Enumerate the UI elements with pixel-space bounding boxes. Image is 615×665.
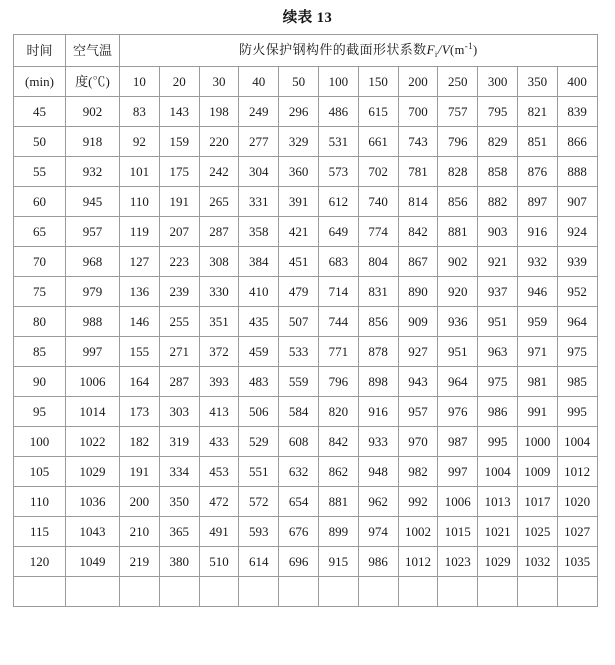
cell-value: 210: [120, 517, 160, 547]
cell-value: 365: [159, 517, 199, 547]
header-row-2: [14, 67, 598, 97]
cell-value: 1017: [517, 487, 557, 517]
cell-value: 997: [438, 457, 478, 487]
cell-value: 828: [438, 157, 478, 187]
header-subcol-0: 10: [120, 67, 160, 97]
cell-value: 829: [478, 127, 518, 157]
table-row: [14, 97, 598, 127]
cell-value: 700: [398, 97, 438, 127]
cell-temp: 979: [66, 277, 120, 307]
cell-value: 110: [120, 187, 160, 217]
cell-value: 937: [478, 277, 518, 307]
header-time-label: 时间: [14, 35, 66, 67]
cell-value: 479: [279, 277, 319, 307]
cell-time: 105: [14, 457, 66, 487]
cell-time: [14, 577, 66, 607]
cell-value: [239, 577, 279, 607]
cell-temp: 1014: [66, 397, 120, 427]
cell-value: 916: [517, 217, 557, 247]
cell-value: 155: [120, 337, 160, 367]
cell-value: 933: [358, 427, 398, 457]
table-row: [14, 397, 598, 427]
cell-value: 842: [318, 427, 358, 457]
cell-temp: 1049: [66, 547, 120, 577]
cell-value: 676: [279, 517, 319, 547]
cell-value: 255: [159, 307, 199, 337]
cell-time: 100: [14, 427, 66, 457]
header-section-factor-title: [120, 35, 598, 67]
cell-value: [318, 577, 358, 607]
cell-temp: 918: [66, 127, 120, 157]
cell-temp: 968: [66, 247, 120, 277]
cell-value: 987: [438, 427, 478, 457]
cell-value: [557, 577, 597, 607]
cell-value: 559: [279, 367, 319, 397]
cell-value: 951: [478, 307, 518, 337]
cell-value: 897: [517, 187, 557, 217]
cell-value: 654: [279, 487, 319, 517]
cell-value: 975: [478, 367, 518, 397]
cell-value: 976: [438, 397, 478, 427]
cell-value: 451: [279, 247, 319, 277]
cell-value: 957: [398, 397, 438, 427]
header-subcol-5: 100: [318, 67, 358, 97]
cell-value: 207: [159, 217, 199, 247]
cell-value: 360: [279, 157, 319, 187]
cell-value: 1020: [557, 487, 597, 517]
cell-time: 50: [14, 127, 66, 157]
cell-value: 831: [358, 277, 398, 307]
cell-value: 781: [398, 157, 438, 187]
cell-value: 507: [279, 307, 319, 337]
cell-temp: 945: [66, 187, 120, 217]
cell-value: [517, 577, 557, 607]
header-subcol-3: 40: [239, 67, 279, 97]
cell-value: 943: [398, 367, 438, 397]
cell-time: 80: [14, 307, 66, 337]
cell-value: 920: [438, 277, 478, 307]
cell-value: 486: [318, 97, 358, 127]
cell-value: 491: [199, 517, 239, 547]
table-row: [14, 187, 598, 217]
cell-value: 350: [159, 487, 199, 517]
cell-value: 903: [478, 217, 518, 247]
header-unit-open: (m: [450, 43, 465, 57]
table-caption: 续表 13: [282, 10, 333, 26]
header-symbol-f: F: [426, 42, 435, 57]
cell-temp: 957: [66, 217, 120, 247]
cell-value: 992: [398, 487, 438, 517]
cell-value: 483: [239, 367, 279, 397]
cell-time: 110: [14, 487, 66, 517]
cell-value: 271: [159, 337, 199, 367]
cell-value: 962: [358, 487, 398, 517]
header-temp-label: 空气温: [66, 35, 120, 67]
cell-value: 985: [557, 367, 597, 397]
cell-value: 1000: [517, 427, 557, 457]
cell-value: 995: [478, 427, 518, 457]
cell-value: 83: [120, 97, 160, 127]
cell-value: 936: [438, 307, 478, 337]
cell-value: 393: [199, 367, 239, 397]
cell-value: 959: [517, 307, 557, 337]
cell-time: 115: [14, 517, 66, 547]
header-subcol-7: 200: [398, 67, 438, 97]
cell-value: 932: [517, 247, 557, 277]
cell-value: 814: [398, 187, 438, 217]
cell-value: 743: [398, 127, 438, 157]
cell-value: 182: [120, 427, 160, 457]
cell-time: 45: [14, 97, 66, 127]
header-row-1: [14, 35, 598, 67]
table-row: [14, 517, 598, 547]
cell-value: 820: [318, 397, 358, 427]
cell-value: 995: [557, 397, 597, 427]
cell-value: 146: [120, 307, 160, 337]
header-subcol-10: 350: [517, 67, 557, 97]
cell-value: 970: [398, 427, 438, 457]
cell-value: 888: [557, 157, 597, 187]
header-unit-close: ): [473, 43, 478, 57]
cell-value: 898: [358, 367, 398, 397]
cell-value: 856: [358, 307, 398, 337]
cell-time: 60: [14, 187, 66, 217]
cell-value: 551: [239, 457, 279, 487]
table-row: [14, 157, 598, 187]
cell-value: 265: [199, 187, 239, 217]
cell-value: 881: [318, 487, 358, 517]
cell-value: 330: [199, 277, 239, 307]
table-row: [14, 457, 598, 487]
cell-value: 614: [239, 547, 279, 577]
cell-value: 319: [159, 427, 199, 457]
cell-value: 533: [279, 337, 319, 367]
cell-value: 593: [239, 517, 279, 547]
cell-value: 173: [120, 397, 160, 427]
cell-value: 632: [279, 457, 319, 487]
cell-temp: 1029: [66, 457, 120, 487]
cell-value: 974: [358, 517, 398, 547]
steel-section-factor-table: [13, 34, 598, 607]
cell-value: 986: [358, 547, 398, 577]
cell-value: 907: [557, 187, 597, 217]
cell-value: 329: [279, 127, 319, 157]
cell-value: 839: [557, 97, 597, 127]
cell-value: 612: [318, 187, 358, 217]
cell-value: 939: [557, 247, 597, 277]
cell-value: 991: [517, 397, 557, 427]
cell-value: 308: [199, 247, 239, 277]
cell-value: [199, 577, 239, 607]
cell-value: 303: [159, 397, 199, 427]
cell-value: 391: [279, 187, 319, 217]
cell-time: 55: [14, 157, 66, 187]
cell-value: 982: [398, 457, 438, 487]
cell-temp: [66, 577, 120, 607]
cell-value: 175: [159, 157, 199, 187]
cell-value: 304: [239, 157, 279, 187]
table-row: [14, 337, 598, 367]
cell-value: [159, 577, 199, 607]
cell-value: 649: [318, 217, 358, 247]
cell-value: 796: [318, 367, 358, 397]
cell-value: 1027: [557, 517, 597, 547]
cell-value: 890: [398, 277, 438, 307]
table-row: [14, 217, 598, 247]
table-header: [14, 35, 598, 97]
cell-time: 95: [14, 397, 66, 427]
header-section-factor-text: 防火保护钢构件的截面形状系数: [238, 42, 427, 57]
cell-value: 242: [199, 157, 239, 187]
cell-value: 1021: [478, 517, 518, 547]
cell-value: 358: [239, 217, 279, 247]
table-row: [14, 247, 598, 277]
cell-time: 70: [14, 247, 66, 277]
table-row-partial: [14, 577, 598, 607]
cell-value: 878: [358, 337, 398, 367]
cell-value: 774: [358, 217, 398, 247]
cell-value: 164: [120, 367, 160, 397]
cell-value: 249: [239, 97, 279, 127]
cell-value: 924: [557, 217, 597, 247]
cell-value: 459: [239, 337, 279, 367]
header-time-unit: (min): [14, 67, 66, 97]
cell-value: 804: [358, 247, 398, 277]
header-symbol-subscript: i: [434, 49, 438, 59]
cell-value: 796: [438, 127, 478, 157]
cell-value: 714: [318, 277, 358, 307]
cell-value: 771: [318, 337, 358, 367]
table-row: [14, 127, 598, 157]
header-subcol-8: 250: [438, 67, 478, 97]
cell-value: 946: [517, 277, 557, 307]
cell-value: 127: [120, 247, 160, 277]
cell-value: [438, 577, 478, 607]
cell-value: 510: [199, 547, 239, 577]
cell-value: 740: [358, 187, 398, 217]
cell-value: 921: [478, 247, 518, 277]
cell-value: 220: [199, 127, 239, 157]
cell-value: 981: [517, 367, 557, 397]
cell-value: 867: [398, 247, 438, 277]
cell-value: 200: [120, 487, 160, 517]
cell-value: [358, 577, 398, 607]
header-subcol-9: 300: [478, 67, 518, 97]
cell-value: 143: [159, 97, 199, 127]
cell-value: 964: [557, 307, 597, 337]
cell-value: 862: [318, 457, 358, 487]
cell-value: 964: [438, 367, 478, 397]
cell-value: 842: [398, 217, 438, 247]
cell-value: 971: [517, 337, 557, 367]
cell-value: 1009: [517, 457, 557, 487]
cell-value: 136: [120, 277, 160, 307]
cell-value: 531: [318, 127, 358, 157]
cell-value: 572: [239, 487, 279, 517]
cell-value: 296: [279, 97, 319, 127]
cell-value: 1013: [478, 487, 518, 517]
table-row: [14, 367, 598, 397]
cell-value: 584: [279, 397, 319, 427]
header-temp-unit: 度(℃): [66, 67, 120, 97]
cell-value: 899: [318, 517, 358, 547]
cell-value: 951: [438, 337, 478, 367]
cell-value: 608: [279, 427, 319, 457]
cell-value: 1012: [398, 547, 438, 577]
cell-value: [120, 577, 160, 607]
cell-value: 615: [358, 97, 398, 127]
cell-value: 191: [120, 457, 160, 487]
cell-value: 1025: [517, 517, 557, 547]
cell-value: 963: [478, 337, 518, 367]
cell-value: 277: [239, 127, 279, 157]
cell-value: 696: [279, 547, 319, 577]
cell-value: 219: [120, 547, 160, 577]
cell-value: [398, 577, 438, 607]
cell-value: 191: [159, 187, 199, 217]
cell-time: 75: [14, 277, 66, 307]
cell-value: 287: [199, 217, 239, 247]
cell-value: 1032: [517, 547, 557, 577]
cell-value: 453: [199, 457, 239, 487]
cell-value: 1004: [478, 457, 518, 487]
cell-value: 661: [358, 127, 398, 157]
header-symbol-div-v: /V: [437, 42, 451, 57]
cell-value: 1004: [557, 427, 597, 457]
cell-value: 1023: [438, 547, 478, 577]
table-row: [14, 487, 598, 517]
table-row: [14, 427, 598, 457]
cell-value: 435: [239, 307, 279, 337]
cell-value: 472: [199, 487, 239, 517]
cell-value: 239: [159, 277, 199, 307]
cell-temp: 997: [66, 337, 120, 367]
cell-value: 881: [438, 217, 478, 247]
cell-temp: 988: [66, 307, 120, 337]
cell-value: 1006: [438, 487, 478, 517]
cell-value: 902: [438, 247, 478, 277]
cell-value: 372: [199, 337, 239, 367]
cell-value: 916: [358, 397, 398, 427]
cell-time: 90: [14, 367, 66, 397]
cell-value: 702: [358, 157, 398, 187]
cell-value: 334: [159, 457, 199, 487]
cell-value: [478, 577, 518, 607]
cell-value: 744: [318, 307, 358, 337]
cell-value: 927: [398, 337, 438, 367]
cell-value: 159: [159, 127, 199, 157]
cell-value: 858: [478, 157, 518, 187]
cell-time: 65: [14, 217, 66, 247]
cell-value: 866: [557, 127, 597, 157]
cell-temp: 1036: [66, 487, 120, 517]
header-subcol-1: 20: [159, 67, 199, 97]
header-subcol-4: 50: [279, 67, 319, 97]
table-row: [14, 277, 598, 307]
table-row: [14, 307, 598, 337]
cell-value: 223: [159, 247, 199, 277]
cell-value: 757: [438, 97, 478, 127]
cell-time: 120: [14, 547, 66, 577]
cell-value: 986: [478, 397, 518, 427]
cell-value: 821: [517, 97, 557, 127]
cell-value: 909: [398, 307, 438, 337]
cell-value: 119: [120, 217, 160, 247]
cell-value: 92: [120, 127, 160, 157]
cell-value: 1035: [557, 547, 597, 577]
cell-value: 975: [557, 337, 597, 367]
cell-value: 198: [199, 97, 239, 127]
cell-temp: 1006: [66, 367, 120, 397]
cell-value: 876: [517, 157, 557, 187]
header-unit-exponent: -1: [464, 41, 474, 51]
cell-value: 529: [239, 427, 279, 457]
cell-value: 795: [478, 97, 518, 127]
cell-value: 573: [318, 157, 358, 187]
cell-value: 101: [120, 157, 160, 187]
cell-temp: 1043: [66, 517, 120, 547]
cell-value: 1002: [398, 517, 438, 547]
cell-value: 683: [318, 247, 358, 277]
header-subcol-2: 30: [199, 67, 239, 97]
cell-value: 384: [239, 247, 279, 277]
cell-value: [279, 577, 319, 607]
cell-value: 1029: [478, 547, 518, 577]
cell-temp: 902: [66, 97, 120, 127]
cell-temp: 932: [66, 157, 120, 187]
cell-value: 1015: [438, 517, 478, 547]
cell-value: 410: [239, 277, 279, 307]
cell-value: 421: [279, 217, 319, 247]
table-row: [14, 547, 598, 577]
cell-value: 952: [557, 277, 597, 307]
cell-value: 1012: [557, 457, 597, 487]
cell-value: 351: [199, 307, 239, 337]
cell-value: 851: [517, 127, 557, 157]
header-subcol-11: 400: [557, 67, 597, 97]
cell-time: 85: [14, 337, 66, 367]
cell-value: 413: [199, 397, 239, 427]
cell-value: 331: [239, 187, 279, 217]
cell-value: 882: [478, 187, 518, 217]
header-subcol-6: 150: [358, 67, 398, 97]
cell-value: 287: [159, 367, 199, 397]
cell-value: 433: [199, 427, 239, 457]
cell-value: 506: [239, 397, 279, 427]
table-body: [14, 97, 598, 607]
cell-value: 948: [358, 457, 398, 487]
cell-value: 380: [159, 547, 199, 577]
cell-temp: 1022: [66, 427, 120, 457]
cell-value: 856: [438, 187, 478, 217]
cell-value: 915: [318, 547, 358, 577]
